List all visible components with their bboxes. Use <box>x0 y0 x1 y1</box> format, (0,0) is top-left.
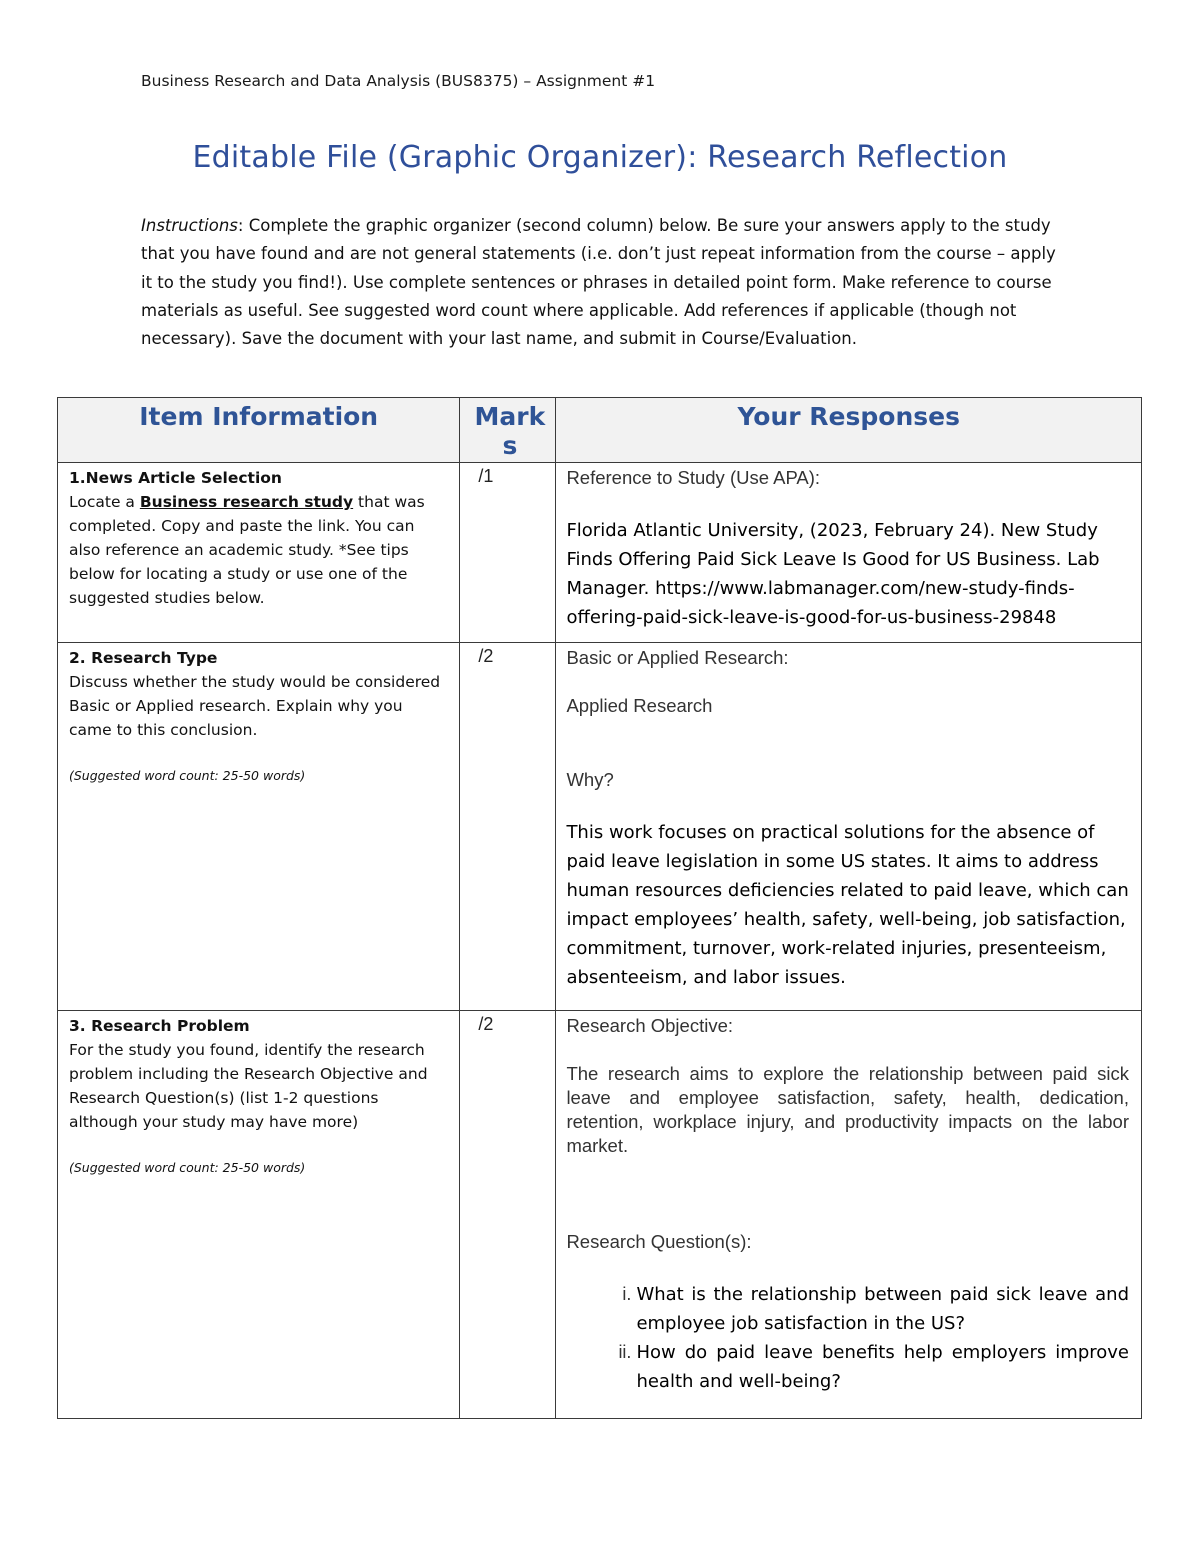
header-marks-label: Marks <box>474 402 546 460</box>
marks-value: /2 <box>478 1014 494 1034</box>
item-description: Discuss whether the study would be considered Basic or Applied research. Explain why you came to this conclusion. <box>69 673 441 739</box>
item-cell <box>58 643 460 1011</box>
marks-cell <box>460 643 556 1011</box>
instructions-paragraph <box>141 212 1071 353</box>
course-header: Business Research and Data Analysis (BUS8375) – Assignment #1 <box>141 72 656 90</box>
table-row <box>58 643 1142 1011</box>
research-objective-answer[interactable]: The research aims to explore the relationship between paid sick leave and employee satisfaction, safety, health, dedication, retention, workplace injury, and productivity impacts on the labor market. <box>566 1063 1129 1156</box>
item-description <box>69 490 449 610</box>
why-prompt: Why? <box>566 769 614 790</box>
research-questions-list <box>566 1280 1129 1396</box>
response-prompt: Research Objective: <box>566 1015 734 1036</box>
list-item[interactable]: ii. How do paid leave benefits help employers improve health and well-being? <box>636 1338 1129 1396</box>
table-row <box>58 1011 1142 1419</box>
item-label: 1.News Article Selection <box>69 469 282 487</box>
header-marks <box>460 398 556 463</box>
response-cell[interactable] <box>556 1011 1142 1419</box>
table-header-row <box>58 398 1142 463</box>
response-cell[interactable] <box>556 463 1142 643</box>
research-questions-prompt: Research Question(s): <box>566 1231 752 1252</box>
suggested-word-count: (Suggested word count: 25-50 words) <box>69 1160 306 1175</box>
header-item-information: Item Information <box>58 398 460 463</box>
item-description: For the study you found, identify the research problem including the Research Objective and Research Question(s) (list 1-2 questions although your study may have more) <box>69 1041 428 1131</box>
instructions-lead: Instructions <box>141 216 238 235</box>
instructions-body: : Complete the graphic organizer (second column) below. Be sure your answers apply to the study that you have found and are not general statements (i.e. don’t just repeat information from the course – apply it to the study you find!). Use complete sentences or phrases in detailed point form. Make reference to course materials as useful. See suggested word count where applicable. Add references if applicable (though not necessary). Save the document with your last name, and submit in Course/Evaluation. <box>141 216 1056 349</box>
response-prompt: Basic or Applied Research: <box>566 647 789 668</box>
apa-reference-answer[interactable]: Florida Atlantic University, (2023, February 24). New Study Finds Offering Paid Sick Leave Is Good for US Business. Lab Manager. https://www.labmanager.com/new-study-finds-offering-paid-sick-leave-is-good-for-us-business-29848 <box>566 520 1100 628</box>
item-cell <box>58 1011 460 1419</box>
header-your-responses: Your Responses <box>556 398 1142 463</box>
marks-value: /2 <box>478 646 494 666</box>
item-desc-post: that was completed. Copy and paste the link. You can also reference an academic study. *See tips below for locating a study or use one of the suggested studies below. <box>69 493 425 607</box>
item-desc-pre: Locate a <box>69 493 140 511</box>
item-label: 2. Research Type <box>69 649 218 667</box>
why-answer[interactable]: This work focuses on practical solutions for the absence of paid leave legislation in some US states. It aims to address human resources deficiencies related to paid leave, which can impact employees’ health, safety, well-being, job satisfaction, commitment, turnover, work-related injuries, presenteeism, absenteeism, and labor issues. <box>566 822 1129 988</box>
item-cell <box>58 463 460 643</box>
marks-cell <box>460 463 556 643</box>
page-title: Editable File (Graphic Organizer): Research Reflection <box>192 140 1008 175</box>
table-row <box>58 463 1142 643</box>
marks-value: /1 <box>478 466 494 486</box>
list-item[interactable]: i. What is the relationship between paid sick leave and employee job satisfaction in the US? <box>636 1280 1129 1338</box>
response-prompt: Reference to Study (Use APA): <box>566 467 821 488</box>
item-label: 3. Research Problem <box>69 1017 250 1035</box>
marks-cell <box>460 1011 556 1419</box>
suggested-word-count: (Suggested word count: 25-50 words) <box>69 768 306 783</box>
business-research-study-link[interactable]: Business research study <box>139 493 354 511</box>
response-cell[interactable] <box>556 643 1142 1011</box>
research-type-answer[interactable]: Applied Research <box>566 695 713 716</box>
graphic-organizer-table <box>57 397 1142 1419</box>
